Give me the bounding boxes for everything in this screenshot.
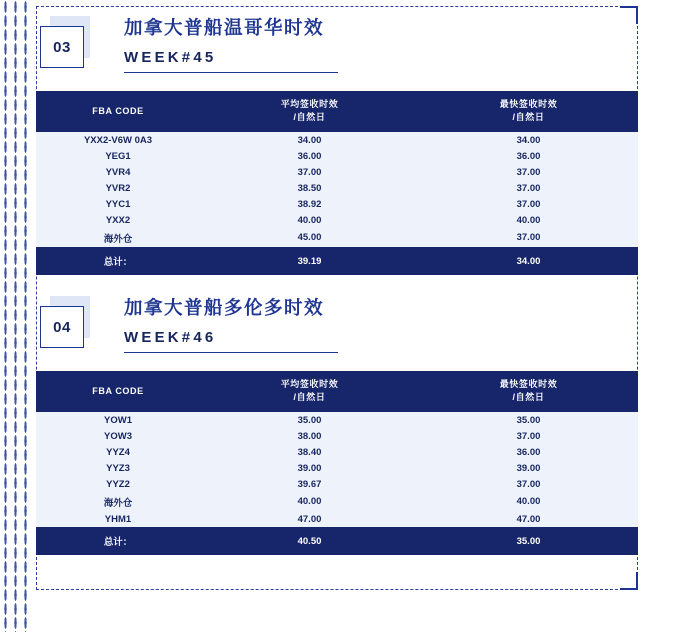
- cell-avg: 36.00: [200, 148, 419, 164]
- table-total-row: [36, 247, 638, 275]
- cell-fastest: 36.00: [419, 148, 638, 164]
- cell-avg: 47.00: [200, 511, 419, 527]
- cell-fastest: 39.00: [419, 460, 638, 476]
- cell-avg: 38.00: [200, 428, 419, 444]
- section-week-label: WEEK#46: [124, 329, 217, 346]
- badge-number: 03: [40, 26, 84, 68]
- section-number-badge: [40, 302, 90, 352]
- section-week-label: WEEK#45: [124, 49, 217, 66]
- table-row: [36, 412, 638, 428]
- cell-fastest: 40.00: [419, 212, 638, 228]
- table-row: [36, 476, 638, 492]
- cell-avg: 37.00: [200, 164, 419, 180]
- table-row: [36, 180, 638, 196]
- cell-avg: 38.40: [200, 444, 419, 460]
- header-sub: /自然日: [512, 112, 545, 123]
- cell-avg: 39.00: [200, 460, 419, 476]
- table-total-row: [36, 527, 638, 555]
- section-title-cn: 加拿大普船多伦多时效: [124, 297, 325, 318]
- cell-fastest: 37.00: [419, 196, 638, 212]
- section-header: [0, 294, 680, 353]
- cell-code: YXX2-V6W 0A3: [36, 132, 200, 148]
- cell-total-avg: 39.19: [200, 247, 419, 275]
- cell-code: YYZ3: [36, 460, 200, 476]
- cell-total-fastest: 35.00: [419, 527, 638, 555]
- header-main: FBA CODE: [92, 385, 144, 396]
- cell-avg: 39.67: [200, 476, 419, 492]
- vancouver-table: [36, 91, 638, 275]
- table-row: [36, 228, 638, 247]
- cell-avg: 34.00: [200, 132, 419, 148]
- cell-fastest: 37.00: [419, 476, 638, 492]
- cell-total-label: 总计：: [36, 247, 200, 275]
- header-main: FBA CODE: [92, 105, 144, 116]
- column-header-fba-code: [36, 371, 200, 412]
- cell-fastest: 36.00: [419, 444, 638, 460]
- table-header-row: [36, 91, 638, 132]
- cell-avg: 45.00: [200, 228, 419, 247]
- cell-fastest: 37.00: [419, 428, 638, 444]
- column-header-avg: [200, 91, 419, 132]
- cell-code: YVR2: [36, 180, 200, 196]
- cell-code: YYZ4: [36, 444, 200, 460]
- header-main: 平均签收时效: [280, 99, 339, 109]
- cell-code: YHM1: [36, 511, 200, 527]
- table-row: [36, 460, 638, 476]
- header-main: 最快签收时效: [499, 99, 558, 109]
- cell-code: 海外仓: [36, 228, 200, 247]
- cell-code: YOW1: [36, 412, 200, 428]
- section-vancouver: [0, 14, 680, 275]
- section-titles: [124, 294, 338, 353]
- cell-code: YXX2: [36, 212, 200, 228]
- corner-accent-bottom-right: [620, 572, 638, 590]
- cell-code: YEG1: [36, 148, 200, 164]
- cell-fastest: 47.00: [419, 511, 638, 527]
- cell-code: 海外仓: [36, 492, 200, 511]
- cell-avg: 35.00: [200, 412, 419, 428]
- table-row: [36, 132, 638, 148]
- cell-avg: 40.00: [200, 212, 419, 228]
- cell-code: YVR4: [36, 164, 200, 180]
- cell-total-avg: 40.50: [200, 527, 419, 555]
- section-header: [0, 14, 680, 73]
- table-row: [36, 196, 638, 212]
- table-row: [36, 148, 638, 164]
- cell-total-fastest: 34.00: [419, 247, 638, 275]
- table-row: [36, 164, 638, 180]
- cell-avg: 40.00: [200, 492, 419, 511]
- table-row: [36, 492, 638, 511]
- table-header-row: [36, 371, 638, 412]
- section-number-badge: [40, 22, 90, 72]
- toronto-table: [36, 371, 638, 555]
- table-row: [36, 444, 638, 460]
- cell-avg: 38.50: [200, 180, 419, 196]
- badge-number: 04: [40, 306, 84, 348]
- cell-total-label: 总计：: [36, 527, 200, 555]
- cell-fastest: 37.00: [419, 164, 638, 180]
- table-row: [36, 511, 638, 527]
- section-title-cn: 加拿大普船温哥华时效: [124, 17, 325, 38]
- column-header-avg: [200, 371, 419, 412]
- column-header-fba-code: [36, 91, 200, 132]
- header-sub: /自然日: [512, 392, 545, 403]
- cell-fastest: 35.00: [419, 412, 638, 428]
- cell-fastest: 40.00: [419, 492, 638, 511]
- cell-code: YYC1: [36, 196, 200, 212]
- cell-fastest: 37.00: [419, 228, 638, 247]
- section-titles: [124, 14, 338, 73]
- cell-avg: 38.92: [200, 196, 419, 212]
- header-main: 平均签收时效: [280, 379, 339, 389]
- column-header-fastest: [419, 371, 638, 412]
- header-sub: /自然日: [293, 112, 326, 123]
- header-sub: /自然日: [293, 392, 326, 403]
- cell-fastest: 37.00: [419, 180, 638, 196]
- section-toronto: [0, 294, 680, 555]
- cell-code: YYZ2: [36, 476, 200, 492]
- cell-code: YOW3: [36, 428, 200, 444]
- column-header-fastest: [419, 91, 638, 132]
- cell-fastest: 34.00: [419, 132, 638, 148]
- table-row: [36, 428, 638, 444]
- header-main: 最快签收时效: [499, 379, 558, 389]
- table-row: [36, 212, 638, 228]
